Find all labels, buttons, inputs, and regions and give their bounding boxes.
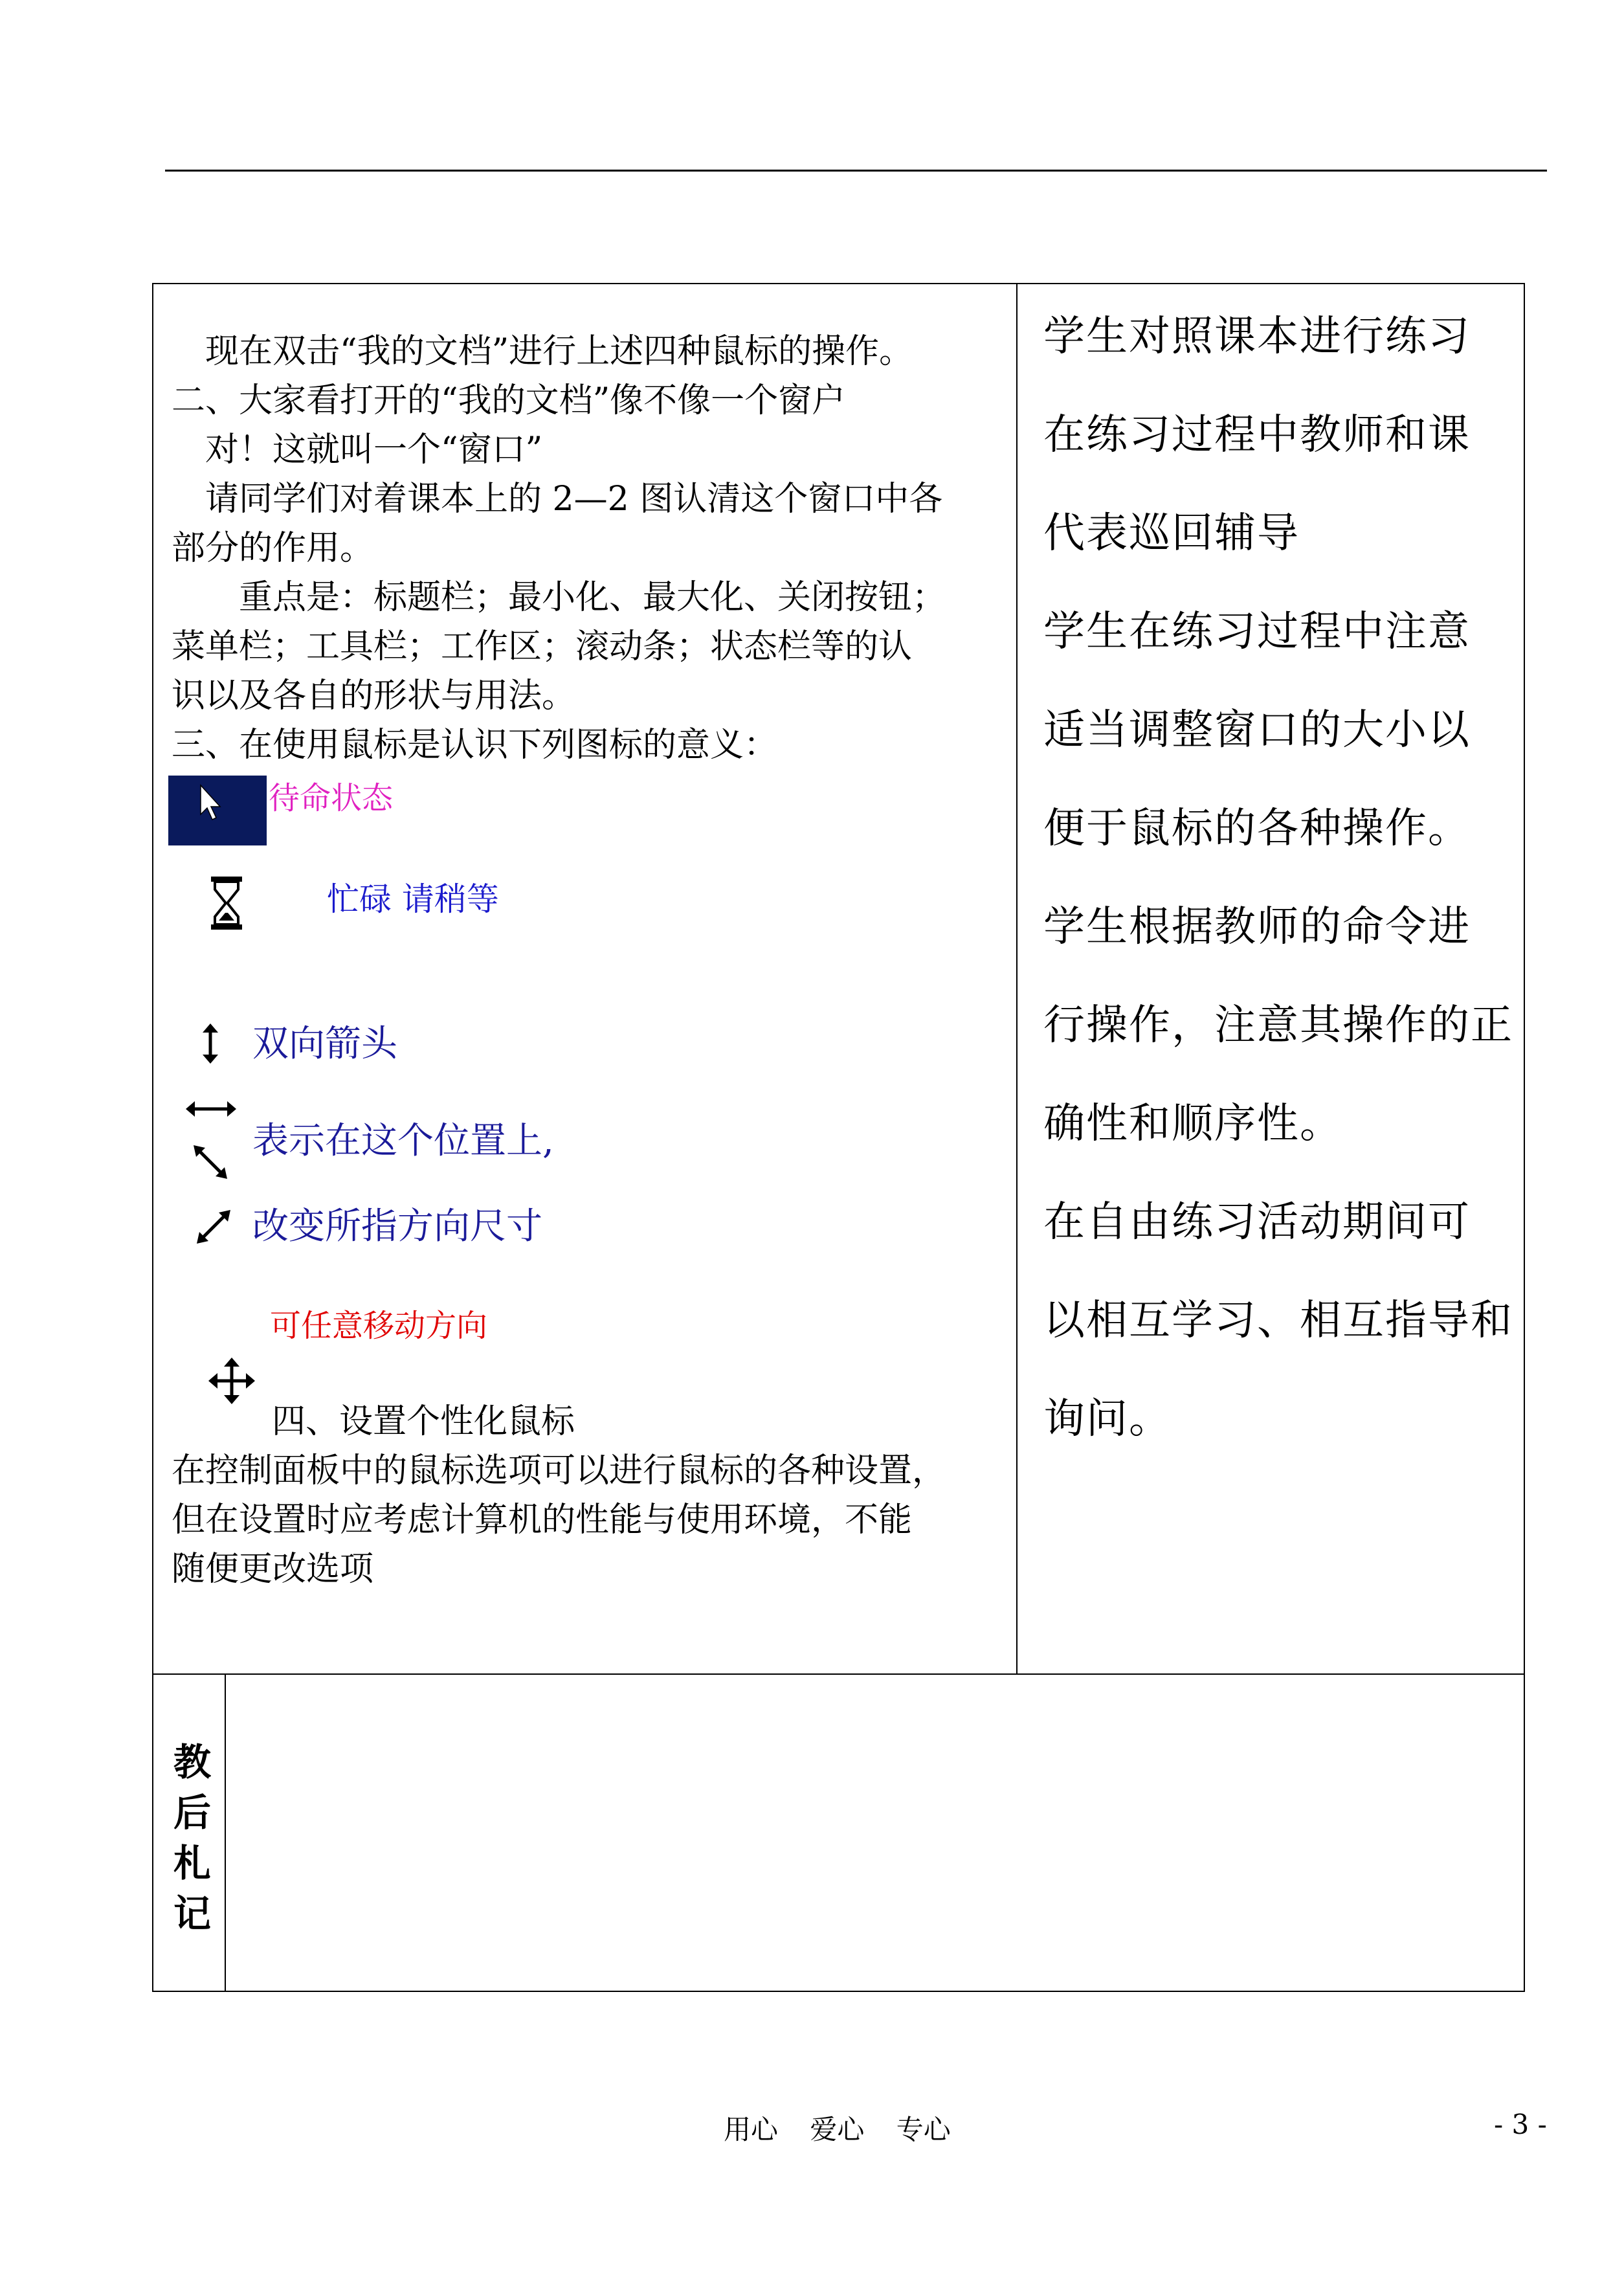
- position-caption: 表示在这个位置上,: [252, 1120, 554, 1162]
- content-line: 重点是：标题栏；最小化、最大化、关闭按钮；: [172, 578, 946, 617]
- label-char: 教: [173, 1740, 211, 1784]
- section-4-title: 四、设置个性化鼠标: [272, 1402, 575, 1441]
- content-line: 菜单栏；工具栏；工作区；滚动条；状态栏等的认: [172, 627, 913, 666]
- footer-word: 专心: [896, 2114, 951, 2145]
- activity-line: 学生对照课本进行练习: [1043, 313, 1471, 361]
- activity-line: 学生在练习过程中注意: [1043, 608, 1471, 656]
- content-line: 随便更改选项: [172, 1550, 374, 1589]
- activity-line: 适当调整窗口的大小以: [1043, 706, 1471, 754]
- content-line: 二、大家看打开的“我的文档”像不像一个窗户: [172, 381, 846, 420]
- activity-line: 询问。: [1043, 1395, 1172, 1443]
- content-line: 现在双击“我的文档”进行上述四种鼠标的操作。: [172, 332, 913, 371]
- label-char: 札: [173, 1841, 211, 1885]
- move-caption: 可任意移动方向: [270, 1308, 488, 1344]
- post-lesson-notes-label: [170, 1737, 215, 1939]
- move-icon: [207, 1356, 256, 1405]
- footer-word: 爱心: [810, 2114, 865, 2145]
- label-char: 记: [173, 1892, 211, 1936]
- busy-caption: 忙碌 请稍等: [327, 880, 499, 918]
- row-divider: [152, 1673, 1525, 1675]
- activity-line: 代表巡回辅导: [1043, 509, 1300, 557]
- resize-caption: 改变所指方向尺寸: [252, 1205, 542, 1247]
- vertical-resize-icon: [197, 1021, 223, 1066]
- column-divider: [1016, 283, 1018, 1673]
- hourglass-icon: [207, 874, 246, 932]
- activity-line: 以相互学习、相互指导和: [1043, 1297, 1513, 1345]
- footer-word: 用心: [724, 2114, 779, 2145]
- activity-line: 学生根据教师的命令进: [1043, 903, 1471, 951]
- header-rule: [165, 170, 1547, 172]
- arrow-cursor-icon: [168, 776, 267, 845]
- label-divider: [225, 1673, 226, 1992]
- footer-motto: [712, 2108, 962, 2147]
- activity-line: 在练习过程中教师和课: [1043, 411, 1471, 459]
- activity-line: 便于鼠标的各种操作。: [1043, 805, 1471, 853]
- content-line: 在控制面板中的鼠标选项可以进行鼠标的各种设置，: [172, 1451, 946, 1490]
- diagonal-resize-nwse-icon: [191, 1143, 230, 1181]
- content-line: 对！这就叫一个“窗口”: [172, 431, 543, 469]
- double-arrow-caption: 双向箭头: [252, 1023, 397, 1065]
- activity-line: 在自由练习活动期间可: [1043, 1198, 1471, 1246]
- diagonal-resize-nesw-icon: [194, 1207, 233, 1246]
- content-line: 但在设置时应考虑计算机的性能与使用环境，不能: [172, 1501, 913, 1539]
- activity-line: 行操作，注意其操作的正: [1043, 1001, 1513, 1049]
- content-line: 请同学们对着课本上的 2—2 图认清这个窗口中各: [172, 480, 943, 519]
- page-number: - 3 -: [1494, 2108, 1547, 2140]
- activity-line: 确性和顺序性。: [1043, 1100, 1342, 1148]
- standby-caption: 待命状态: [269, 780, 394, 816]
- content-line: 部分的作用。: [172, 529, 374, 568]
- content-line: 识以及各自的形状与用法。: [172, 677, 576, 715]
- content-line: 三、在使用鼠标是认识下列图标的意义：: [172, 726, 778, 765]
- label-char: 后: [173, 1791, 211, 1835]
- horizontal-resize-icon: [184, 1097, 238, 1121]
